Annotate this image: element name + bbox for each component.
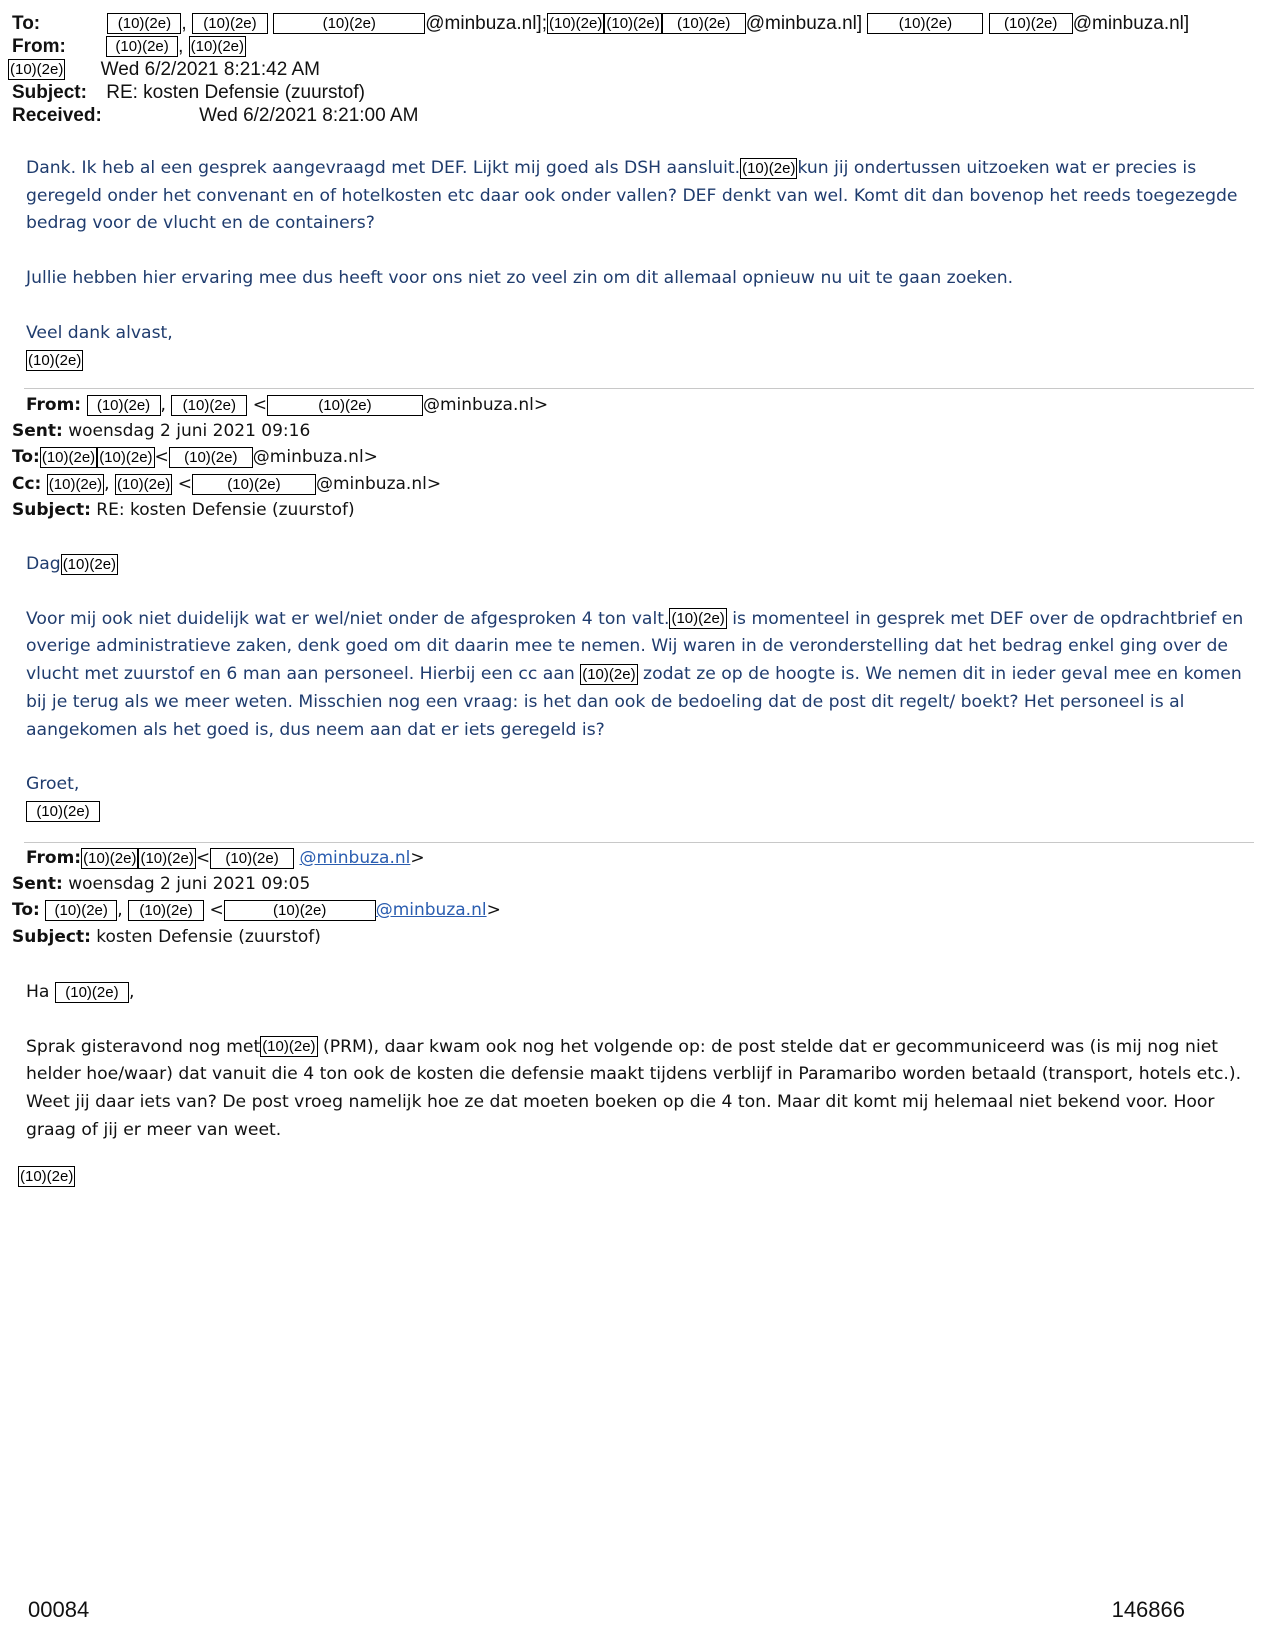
sent-label: Sent: [12,874,63,894]
subject-text: kosten Defensie (zuurstof) [96,927,321,947]
page-number-left: 00084 [28,1597,90,1622]
from-label: From: [26,848,82,868]
paragraph-text: kun jij ondertussen uitzoeken wat er precies is geregeld onder het convenant en of hotelkosten etc daar ook onder vallen? DEF denkt van wel. Komt dit dan bovenop het reeds toegezegde bedrag voor de vlucht en de containers? [26,158,1238,234]
redaction-box: (10)(2e) [28,352,82,370]
paragraph-text: Dank. Ik heb al een gesprek aangevraagd met DEF. Lijkt mij goed als DSH aansluit. [26,158,741,178]
redaction-box: (10)(2e) [742,159,796,177]
subject-label: Subject: [12,82,87,103]
redaction-box: (10)(2e) [55,982,129,1003]
subject-label: Subject: [12,927,91,947]
email-domain: @minbuza.nl] [745,13,863,34]
paragraph-text: zodat ze op de hoogte is. We nemen dit in ieder geval mee en komen bij je terug als we meer weten. Misschien nog een vraag: is het dan ook de bedoeling dat de post dit regelt/ boekt? Het personeel is al aangekomen als het goed is, dus neem aan dat er iets geregeld is? [26,664,1242,740]
message-2-to-row: To: (10)(2e) (10)(2e) < (10)(2e) @minbuza.nl> [12,447,378,467]
message-3-sent-row [12,871,310,897]
received-label: Received: [12,105,102,126]
email-link[interactable]: @minbuza.nl [299,848,411,868]
redaction-box: (10)(2e) [867,13,983,34]
message-1-body [26,155,1251,375]
message-2-body [26,551,1251,827]
message-2-subject-row [12,497,355,523]
subject-text: RE: kosten Defensie (zuurstof) [96,500,355,520]
header-subject-row [12,81,365,105]
redaction-box: (10)(2e) [116,475,171,493]
redaction-box: (10)(2e) [169,447,253,468]
subject-label: Subject: [12,500,91,520]
separator-line [24,842,1254,843]
sent-label: Sent: [12,421,63,441]
greeting-text: Ha [26,982,50,1002]
email-link[interactable]: @minbuza.nl [375,900,487,920]
to-label: To: [12,900,40,920]
message-2-signature [26,799,1251,827]
header-from-row: From: (10)(2e) , (10)(2e) [12,36,245,57]
redaction-box: (10)(2e) [20,1167,74,1185]
redaction-box: (10)(2e) [10,61,64,79]
redaction-box: (10)(2e) [26,801,100,822]
paragraph-text: Sprak gisteravond nog met [26,1036,261,1057]
subject-text: RE: kosten Defensie (zuurstof) [106,82,365,103]
redaction-box: (10)(2e) [48,475,103,493]
sent-date: Wed 6/2/2021 8:21:42 AM [100,59,321,80]
redaction-box: (10)(2e) [45,900,117,921]
redaction-box: (10)(2e) [140,849,194,867]
paragraph-text: is momenteel in gesprek met DEF over de opdrachtbrief en overige administratieve zaken, denk goed om dit daarin mee te nemen. Wij waren in de veronderstelling dat het bedrag enkel ging over de vlucht met zuurstof en 6 man aan personeel. Hierbij een cc aan [26,608,1244,685]
redaction-box: (10)(2e) [273,13,425,34]
redaction-box: (10)(2e) [267,395,423,416]
document-number-right: 146866 [1111,1597,1185,1622]
message-3-subject-row [12,924,321,950]
redaction-box: (10)(2e) [87,395,161,416]
header-sent-row [8,58,320,82]
message-3-from-row: From: (10)(2e) (10)(2e) < (10)(2e) @minbuza.nl> [26,848,425,868]
sent-date: woensdag 2 juni 2021 09:16 [68,421,311,441]
redaction-box: (10)(2e) [128,900,204,921]
redaction-box: (10)(2e) [107,13,181,34]
received-date: Wed 6/2/2021 8:21:00 AM [199,105,419,126]
redaction-box: (10)(2e) [582,665,636,683]
redaction-box: (10)(2e) [671,610,725,628]
redaction-box: (10)(2e) [106,36,178,57]
email-domain: @minbuza.nl> [315,474,442,494]
to-label: To: [12,13,41,34]
from-label: From: [26,395,82,415]
redaction-box: (10)(2e) [62,555,117,573]
redaction-box: (10)(2e) [192,13,268,34]
redaction-box: (10)(2e) [99,448,153,466]
redaction-box: (10)(2e) [192,474,316,495]
redaction-box: (10)(2e) [171,395,247,416]
message-1-paragraph-2: Jullie hebben hier ervaring mee dus heeft voor ons niet zo veel zin om dit allemaal opnieuw nu uit te gaan zoeken. [26,268,1014,289]
email-domain: @minbuza.nl> [252,447,378,467]
message-1-signature [26,348,1251,376]
message-3-to-row: To: (10)(2e) , (10)(2e) < (10)(2e) @minbuza.nl> [12,900,501,920]
email-domain: @minbuza.nl] [1072,13,1190,34]
from-label: From: [12,36,66,57]
message-2-closing: Groet, [26,774,80,795]
email-domain: @minbuza.nl> [422,395,549,415]
message-3-signature [18,1163,75,1189]
paragraph-text: Voor mij ook niet duidelijk wat er wel/niet onder de afgesproken 4 ton valt. [26,608,670,629]
sent-date: woensdag 2 juni 2021 09:05 [68,874,311,894]
message-2-cc-row: Cc: (10)(2e) , (10)(2e) < (10)(2e) @minbuza.nl> [12,474,442,494]
message-3-greeting: Ha (10)(2e) , [26,982,135,1002]
message-3-paragraph-1 [26,1034,1251,1145]
redaction-box: (10)(2e) [210,848,294,869]
redaction-box: (10)(2e) [549,15,603,33]
redaction-box: (10)(2e) [83,849,137,867]
header-received-row [12,104,418,128]
redaction-box: (10)(2e) [606,15,660,33]
redaction-box: (10)(2e) [662,13,746,34]
message-2-greeting [26,551,1251,579]
message-1-closing: Veel dank alvast, [26,322,173,343]
separator-line [24,388,1254,389]
redaction-box: (10)(2e) [262,1038,316,1056]
header-to-row: To: (10)(2e) , (10)(2e) (10)(2e) @minbuza.nl]; (10)(2e) (10)(2e) (10)(2e) @minbuza.nl] (10)(2e) (10)(2e) @minbuza.nl] [12,13,1190,34]
cc-label: Cc: [12,474,42,494]
redaction-box: (10)(2e) [989,13,1073,34]
paragraph-text: (PRM), daar kwam ook nog het volgende op: de post stelde dat er gecommuniceerd was (is mij nog niet helder hoe/waar) dat vanuit die 4 ton ook de kosten die defensie maakt tijdens verblijf in Paramaribo worden betaald (transport, hotels etc.). Weet jij daar iets van? De post vroeg namelijk hoe ze dat moeten boeken op die 4 ton. Maar dit komt mij helemaal niet bekend voor. Hoor graag of jij er meer van weet. [26,1036,1242,1140]
message-1-paragraph-1 [26,155,1251,238]
message-2-paragraph-1 [26,606,1251,745]
to-label: To: [12,447,40,467]
greeting-text: Dag [26,554,61,574]
redaction-box: (10)(2e) [41,448,96,466]
redaction-box: (10)(2e) [190,38,245,56]
message-2-sent-row [12,418,310,444]
message-2-from-row: From: (10)(2e) , (10)(2e) < (10)(2e) @minbuza.nl> [26,395,549,415]
email-domain: @minbuza.nl]; [425,13,547,34]
redaction-box: (10)(2e) [224,900,376,921]
message-3-body [26,979,1251,1145]
